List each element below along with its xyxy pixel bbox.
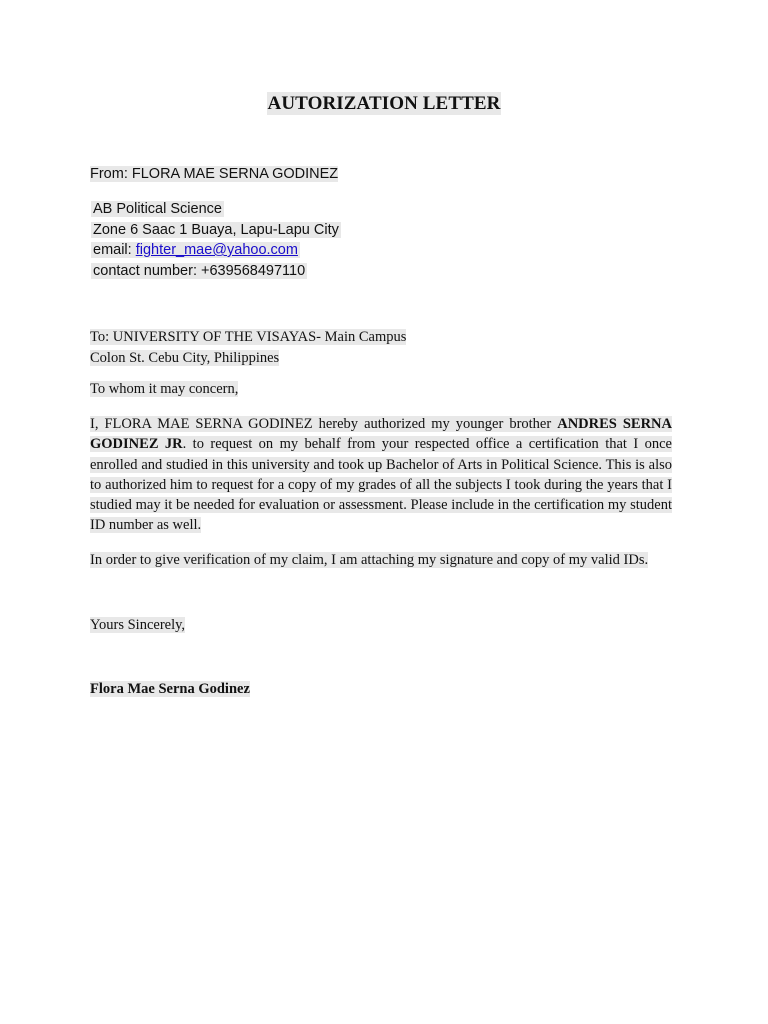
sender-contact-text: contact number: +639568497110 bbox=[93, 262, 306, 279]
salutation bbox=[90, 381, 238, 398]
sender-address-text: Zone 6 Saac 1 Buaya, Lapu-Lapu City bbox=[93, 221, 339, 238]
salutation-text: To whom it may concern, bbox=[90, 381, 239, 397]
body-p1-rest: . to request on my behalf from your respected office a certification that I once enrolled and studied in this university and took up Bachelor of Arts in Political Science. This is also to authorized him to request for a copy of my grades of all the subjects I took during the years that I studied may it be needed for evaluation or assessment. Please include in the certification my student ID number as well. bbox=[90, 436, 672, 534]
recipient-address-text: Colon St. Cebu City, Philippines bbox=[90, 350, 280, 366]
sender-program-text: AB Political Science bbox=[93, 201, 222, 217]
recipient-address bbox=[90, 348, 406, 369]
sender-address-block bbox=[91, 199, 341, 281]
sender-email-label: email: bbox=[93, 242, 136, 258]
letter-title bbox=[0, 93, 768, 115]
sender-program bbox=[91, 199, 341, 220]
signature-name-text: Flora Mae Serna Godinez bbox=[90, 681, 250, 697]
sender-email-link[interactable]: fighter_mae@yahoo.com bbox=[135, 242, 298, 258]
closing bbox=[90, 617, 185, 634]
letter-title-text: AUTORIZATION LETTER bbox=[267, 93, 501, 114]
body-paragraph-1 bbox=[90, 414, 672, 536]
from-line bbox=[90, 166, 338, 182]
sender-contact bbox=[91, 261, 341, 282]
signature-name bbox=[90, 681, 250, 698]
body-p1-start: I, FLORA MAE SERNA GODINEZ hereby authorized my younger brother bbox=[90, 416, 558, 432]
recipient-to-line bbox=[90, 327, 406, 348]
body-p1-bold-name: ANDRES SERNA GODINEZ JR bbox=[90, 416, 672, 453]
closing-text: Yours Sincerely, bbox=[90, 617, 186, 633]
body-p2-text: In order to give verification of my claim, I am attaching my signature and copy of my valid IDs. bbox=[90, 552, 649, 568]
from-line-text: From: FLORA MAE SERNA GODINEZ bbox=[90, 166, 339, 182]
sender-email-row bbox=[91, 242, 300, 258]
sender-address bbox=[91, 220, 341, 241]
recipient-block bbox=[90, 327, 406, 369]
body-paragraph-2 bbox=[90, 550, 648, 570]
recipient-to-text: To: UNIVERSITY OF THE VISAYAS- Main Campus bbox=[90, 329, 407, 345]
sender-email bbox=[91, 240, 341, 261]
